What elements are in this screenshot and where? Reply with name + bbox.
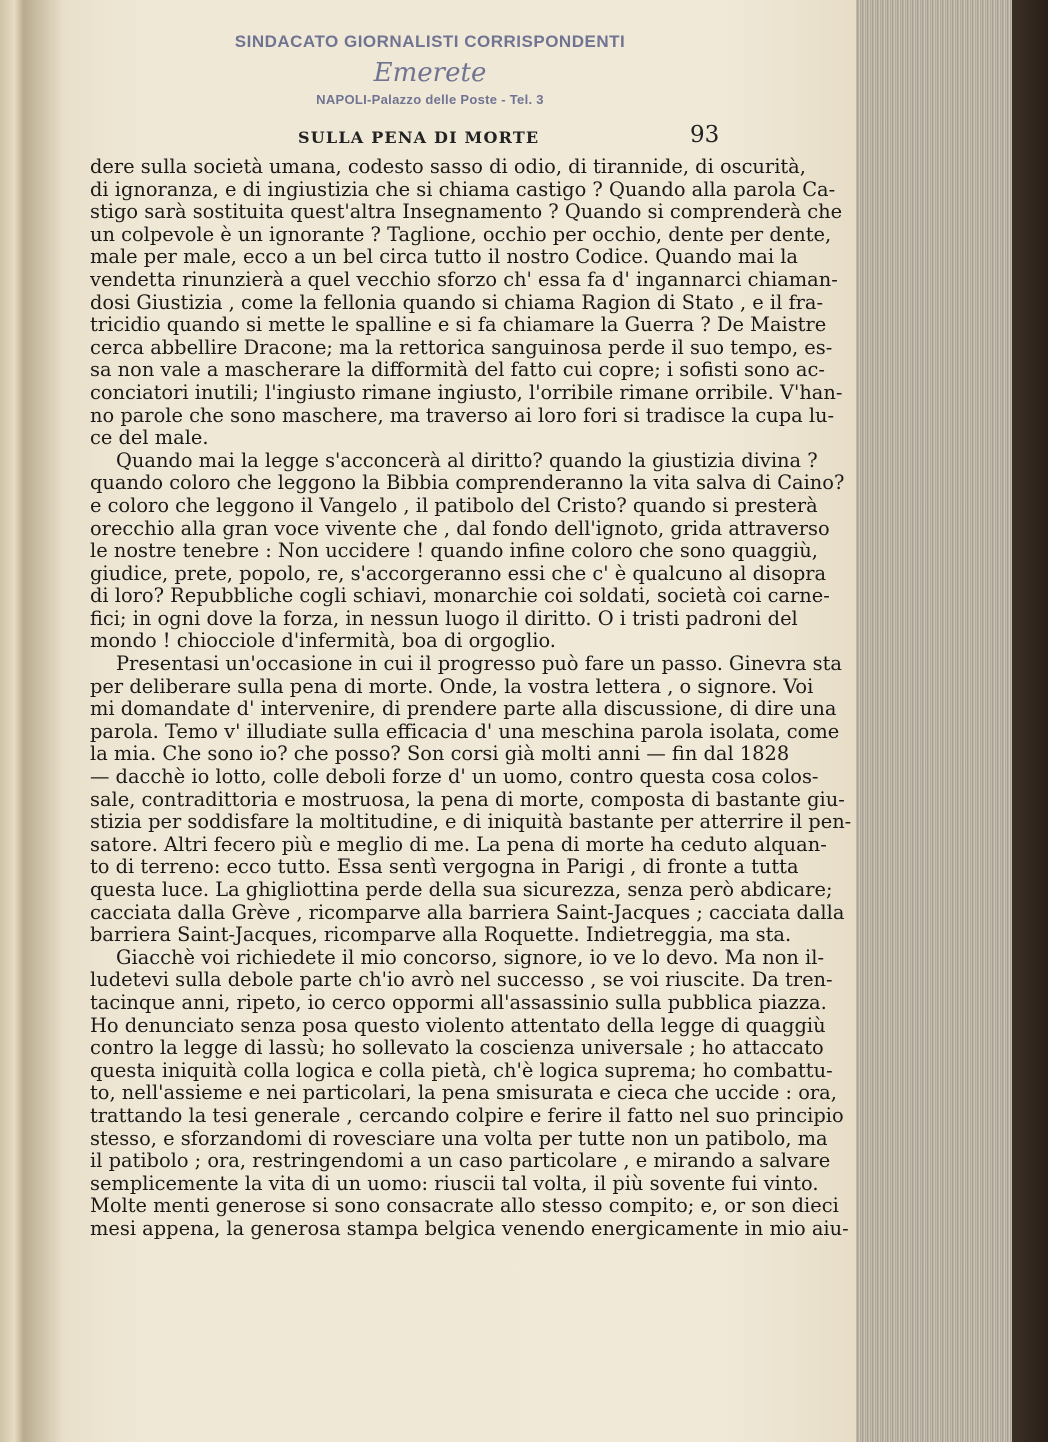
text-line: mi domandate d' intervenire, di prendere parte alla discussione, di dire una	[90, 697, 837, 721]
stamp-line-3: NAPOLI-Palazzo delle Poste - Tel. 3	[316, 92, 544, 107]
text-line: quando coloro che leggono la Bibbia comprenderanno la vita salva di Caino?	[90, 471, 845, 495]
text-line: conciatori inutili; l'ingiusto rimane ingiusto, l'orribile rimane orribile. V'han-	[90, 380, 843, 404]
text-line: per deliberare sulla pena di morte. Onde, la vostra lettera , o signore. Voi	[90, 674, 814, 698]
body-text	[90, 155, 852, 1241]
text-line: le nostre tenebre : Non uccidere ! quando infine coloro che sono quaggiù,	[90, 539, 818, 563]
text-line: stigo sarà sostituita quest'altra Insegnamento ? Quando si comprenderà che	[90, 200, 843, 224]
left-page-edge	[0, 0, 24, 1442]
text-line: tacinque anni, ripeto, io cerco oppormi all'assassinio sulla pubblica piazza.	[90, 990, 827, 1014]
text-line: sale, contradittoria e mostruosa, la pena di morte, composta di bastante giu-	[90, 787, 845, 811]
text-line: dosi Giustizia , come la fellonia quando si chiama Ragion di Stato , e il fra-	[90, 290, 824, 314]
text-line: stesso, e sforzandomi di rovesciare una volta per tutte non un patibolo, ma	[90, 1126, 828, 1150]
text-line: cacciata dalla Grève , ricomparve alla barriera Saint-Jacques ; cacciata dalla	[90, 900, 845, 924]
text-line: orecchio alla gran voce vivente che , dal fondo dell'ignoto, grida attraverso	[90, 516, 830, 540]
text-line: la mia. Che sono io? che posso? Son corsi già molti anni — fin dal 1828	[90, 742, 790, 766]
text-line: — dacchè io lotto, colle deboli forze d' un uomo, contro questa cosa colos-	[90, 765, 819, 789]
text-line: e coloro che leggono il Vangelo , il patibolo del Cristo? quando si presterà	[90, 493, 818, 517]
text-line: mondo ! chiocciole d'infermità, boa di orgoglio.	[90, 629, 556, 653]
text-line: contro la legge di lassù; ho sollevato la coscienza universale ; ho attaccato	[90, 1036, 824, 1060]
text-line: di loro? Repubbliche cogli schiavi, monarchie coi soldati, società coi carne-	[90, 584, 830, 608]
text-line: Giacchè voi richiedete il mio concorso, signore, io ve lo devo. Ma non il-	[116, 945, 825, 969]
text-line: Molte menti generose si sono consacrate allo stesso compito; e, or son dieci	[90, 1194, 839, 1218]
page-number: 93	[690, 122, 720, 148]
text-line: dere sulla società umana, codesto sasso di odio, di tirannide, di oscurità,	[90, 155, 806, 178]
text-line: ludetevi sulla debole parte ch'io avrò nel successo , se voi riuscite. Da tren-	[90, 968, 833, 992]
text-line: questa iniquità colla logica e colla pietà, ch'è logica suprema; ho combattu-	[90, 1058, 833, 1082]
text-line: no parole che sono maschere, ma traverso ai loro fori si tradisce la cupa lu-	[90, 403, 835, 427]
text-line: di ignoranza, e di ingiustizia che si chiama castigo ? Quando alla parola Ca-	[90, 177, 836, 201]
library-stamp	[230, 32, 630, 107]
stamp-line-1: SINDACATO GIORNALISTI CORRISPONDENTI	[234, 32, 626, 51]
text-line: to di terreno: ecco tutto. Essa sentì vergogna in Parigi , di fronte a tutta	[90, 855, 799, 879]
text-line: cerca abbellire Dracone; ma la rettorica sanguinosa perde il suo tempo, es-	[90, 335, 833, 359]
text-line: vendetta rinunzierà a quel vecchio sforzo ch' essa fa d' ingannarci chiaman-	[90, 267, 838, 291]
page-edges	[856, 0, 1048, 1442]
text-line: male per male, ecco a un bel circa tutto il nostro Codice. Quando mai la	[90, 245, 798, 269]
text-line: parola. Temo v' illudiate sulla efficacia d' una meschina parola isolata, come	[90, 719, 840, 743]
text-line: barriera Saint-Jacques, ricomparve alla Roquette. Indietreggia, ma sta.	[90, 923, 792, 947]
stamp-line-2: Emerete	[373, 58, 487, 88]
running-head: SULLA PENA DI MORTE	[298, 128, 540, 147]
text-line: sa non vale a mascherare la difformità del fatto cui copre; i sofisti sono ac-	[90, 358, 825, 382]
text-line: mesi appena, la generosa stampa belgica venendo energicamente in mio aiu-	[90, 1216, 849, 1240]
text-line: Presentasi un'occasione in cui il progresso può fare un passo. Ginevra sta	[116, 652, 842, 676]
text-line: il patibolo ; ora, restringendomi a un caso particolare , e mirando a salvare	[90, 1149, 831, 1173]
text-line: to, nell'assieme e nei particolari, la pena smisurata e cieca che uccide : ora,	[90, 1081, 837, 1105]
text-line: questa luce. La ghigliottina perde della sua sicurezza, senza però abdicare;	[90, 878, 833, 901]
text-line: giudice, prete, popolo, re, s'accorgeranno essi che c' è qualcuno al disopra	[90, 561, 827, 585]
text-line: tricidio quando si mette le spalline e si fa chiamare la Guerra ? De Maistre	[90, 313, 827, 337]
text-line: Ho denunciato senza posa questo violento attentato della legge di quaggiù	[90, 1013, 826, 1037]
text-line: satore. Altri fecero più e meglio di me. La pena di morte ha ceduto alquan-	[90, 832, 827, 856]
text-line: semplicemente la vita di un uomo: riuscii tal volta, il più sovente fui vinto.	[90, 1171, 819, 1195]
text-line: stizia per soddisfare la moltitudine, e di iniquità bastante per atterrire il pen-	[90, 810, 852, 834]
text-line: fici; in ogni dove la forza, in nessun luogo il diritto. O i tristi padroni del	[90, 606, 798, 630]
text-line: trattando la tesi generale , cercando colpire e ferire il fatto nel suo principio	[90, 1103, 844, 1127]
text-line: ce del male.	[90, 426, 209, 450]
text-line: un colpevole è un ignorante ? Taglione, occhio per occhio, dente per dente,	[90, 222, 832, 246]
text-line: Quando mai la legge s'acconcerà al diritto? quando la giustizia divina ?	[116, 448, 818, 472]
